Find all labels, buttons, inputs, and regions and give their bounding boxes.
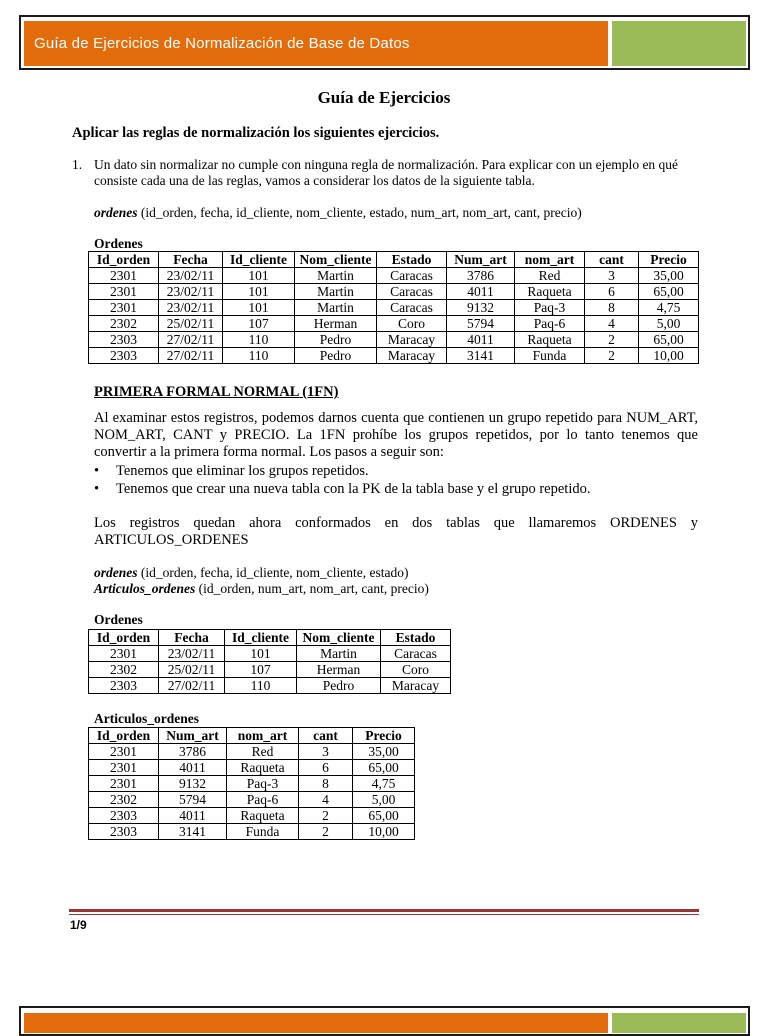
table-cell: Pedro: [295, 332, 377, 348]
column-header: Estado: [381, 630, 451, 646]
page-number: 1/9: [70, 918, 87, 932]
table-cell: Pedro: [297, 678, 381, 694]
table-cell: 3141: [159, 824, 227, 840]
list-item-text: Tenemos que crear una nueva tabla con la PK de la tabla base y el grupo repetido.: [116, 480, 591, 497]
table-cell: 3: [299, 744, 353, 760]
table-cell: Maracay: [377, 348, 447, 364]
list-item: [94, 463, 698, 481]
schema-name: Articulos_ordenes: [94, 581, 196, 596]
ordenes-unnormalized-table: [88, 251, 699, 364]
table-cell: 3: [585, 268, 639, 284]
table-cell: 9132: [447, 300, 515, 316]
table-cell: Paq-6: [227, 792, 299, 808]
column-header: Id_cliente: [223, 252, 295, 268]
table-row: [89, 316, 699, 332]
table-row: [89, 284, 699, 300]
table-cell: Martin: [295, 300, 377, 316]
table-cell: 4: [585, 316, 639, 332]
table-cell: 2303: [89, 824, 159, 840]
table-cell: Red: [515, 268, 585, 284]
table-cell: 5,00: [639, 316, 699, 332]
section-paragraph-2: Los registros quedan ahora conformados en dos tablas que llamaremos ORDENES y ARTICULOS_ORDENES: [94, 515, 698, 548]
table-cell: Funda: [227, 824, 299, 840]
header-title: Guía de Ejercicios de Normalización de Base de Datos: [24, 21, 608, 66]
table-cell: 65,00: [639, 284, 699, 300]
table-cell: Caracas: [377, 300, 447, 316]
table-cell: 2301: [89, 776, 159, 792]
steps-list: [94, 463, 698, 498]
list-item-text: Tenemos que eliminar los grupos repetidos.: [116, 463, 369, 479]
table-row: [89, 646, 451, 662]
table-cell: 2302: [89, 792, 159, 808]
table-cell: 8: [585, 300, 639, 316]
item-text: Un dato sin normalizar no cumple con ninguna regla de normalización. Para explicar con un ejemplo en qué consiste cada una de las reglas, vamos a considerar los datos de la siguiente tabla.: [94, 157, 679, 188]
table-cell: 25/02/11: [159, 316, 223, 332]
table-cell: Herman: [295, 316, 377, 332]
table-row: [89, 348, 699, 364]
table-cell: Maracay: [381, 678, 451, 694]
table-cell: Raqueta: [515, 284, 585, 300]
table-cell: Maracay: [377, 332, 447, 348]
table-cell: Caracas: [377, 284, 447, 300]
table-cell: Raqueta: [227, 808, 299, 824]
table-cell: 2: [299, 824, 353, 840]
column-header: Precio: [639, 252, 699, 268]
table-cell: 3141: [447, 348, 515, 364]
table-cell: 107: [223, 316, 295, 332]
table-cell: Herman: [297, 662, 381, 678]
table-cell: 2303: [89, 332, 159, 348]
table-cell: 27/02/11: [159, 348, 223, 364]
table-cell: 2301: [89, 646, 159, 662]
schema-ordenes: [94, 205, 582, 221]
table-cell: Funda: [515, 348, 585, 364]
bullet-glyph: •: [94, 463, 100, 479]
table-cell: 23/02/11: [159, 268, 223, 284]
table-cell: 3786: [159, 744, 227, 760]
table-cell: 23/02/11: [159, 284, 223, 300]
table-cell: 4011: [159, 760, 227, 776]
table-row: [89, 808, 415, 824]
table-cell: 23/02/11: [159, 646, 225, 662]
table-cell: 5,00: [353, 792, 415, 808]
table-cell: 10,00: [639, 348, 699, 364]
table-cell: Raqueta: [227, 760, 299, 776]
table-cell: 27/02/11: [159, 678, 225, 694]
column-header: Fecha: [159, 630, 225, 646]
table-cell: 2301: [89, 300, 159, 316]
table-cell: 2303: [89, 678, 159, 694]
column-header: nom_art: [515, 252, 585, 268]
table-cell: 2302: [89, 316, 159, 332]
footer-rule-thin: [69, 914, 699, 915]
table-cell: 5794: [447, 316, 515, 332]
bullet-glyph: •: [94, 480, 100, 497]
list-item: [94, 481, 698, 499]
table-cell: 27/02/11: [159, 332, 223, 348]
table-cell: 101: [223, 300, 295, 316]
table-row: [89, 760, 415, 776]
table-cell: 4,75: [353, 776, 415, 792]
table-cell: 9132: [159, 776, 227, 792]
table-cell: 101: [223, 268, 295, 284]
table-row: [89, 662, 451, 678]
table-cell: 4: [299, 792, 353, 808]
section-heading: PRIMERA FORMAL NORMAL (1FN): [94, 384, 339, 400]
table-cell: Paq-6: [515, 316, 585, 332]
table-cell: 65,00: [639, 332, 699, 348]
table-cell: 110: [223, 332, 295, 348]
table-cell: Martin: [295, 268, 377, 284]
table-row: [89, 792, 415, 808]
table-cell: 2301: [89, 284, 159, 300]
articulos-ordenes-table: [88, 727, 415, 840]
table-title: Articulos_ordenes: [94, 711, 199, 726]
table-cell: Red: [227, 744, 299, 760]
table-cell: 2301: [89, 760, 159, 776]
table-row: [89, 678, 451, 694]
column-header: Estado: [377, 252, 447, 268]
item-number: 1.: [72, 157, 83, 172]
column-header: Id_orden: [89, 252, 159, 268]
schema-name: ordenes: [94, 565, 138, 580]
table-cell: 2: [585, 348, 639, 364]
table-cell: 35,00: [353, 744, 415, 760]
column-header: nom_art: [227, 728, 299, 744]
footer-accent-orange: [24, 1013, 608, 1033]
table-cell: 25/02/11: [159, 662, 225, 678]
table-cell: 6: [299, 760, 353, 776]
table-cell: 110: [225, 678, 297, 694]
column-header: Num_art: [447, 252, 515, 268]
table-cell: 107: [225, 662, 297, 678]
table-cell: 110: [223, 348, 295, 364]
table-row: [89, 300, 699, 316]
column-header: Nom_cliente: [295, 252, 377, 268]
table-cell: 4011: [447, 284, 515, 300]
table-cell: 65,00: [353, 760, 415, 776]
footer-rule: [69, 909, 699, 912]
table-cell: 2: [585, 332, 639, 348]
table-cell: 2: [299, 808, 353, 824]
table-row: [89, 744, 415, 760]
table-cell: 2301: [89, 268, 159, 284]
table-cell: 3786: [447, 268, 515, 284]
table-cell: 2301: [89, 744, 159, 760]
table-header-row: [89, 630, 451, 646]
schema-fields: (id_orden, fecha, id_cliente, nom_cliente, estado, num_art, nom_art, cant, precio): [137, 205, 582, 220]
table-cell: Caracas: [381, 646, 451, 662]
table-cell: Coro: [381, 662, 451, 678]
table-header-row: [89, 728, 415, 744]
table-cell: 4011: [159, 808, 227, 824]
column-header: Id_orden: [89, 728, 159, 744]
table-cell: 23/02/11: [159, 300, 223, 316]
footer-accent-green: [612, 1013, 746, 1033]
ordenes-table: [88, 629, 451, 694]
table-cell: 101: [223, 284, 295, 300]
schema-articulos-ordenes: [94, 581, 429, 597]
table-row: [89, 824, 415, 840]
table-cell: 10,00: [353, 824, 415, 840]
table-cell: 65,00: [353, 808, 415, 824]
column-header: Id_orden: [89, 630, 159, 646]
table-cell: 4,75: [639, 300, 699, 316]
schema-fields: (id_orden, fecha, id_cliente, nom_cliente, estado): [137, 565, 409, 580]
table-cell: Paq-3: [515, 300, 585, 316]
instruction: Aplicar las reglas de normalización los siguientes ejercicios.: [72, 125, 440, 141]
header-accent-block: [612, 21, 746, 66]
table-cell: Raqueta: [515, 332, 585, 348]
column-header: cant: [299, 728, 353, 744]
table-title: Ordenes: [94, 236, 143, 251]
table-cell: 8: [299, 776, 353, 792]
table-cell: 5794: [159, 792, 227, 808]
schema-ordenes-2: [94, 565, 409, 581]
page-title: Guía de Ejercicios: [317, 88, 451, 107]
table-cell: 4011: [447, 332, 515, 348]
table-cell: 6: [585, 284, 639, 300]
table-cell: 2303: [89, 348, 159, 364]
table-cell: 2302: [89, 662, 159, 678]
column-header: Id_cliente: [225, 630, 297, 646]
section-paragraph: Al examinar estos registros, podemos darnos cuenta que contienen un grupo repetido para NUM_ART, NOM_ART, CANT y PRECIO. La 1FN prohíbe los grupos repetidos, por lo tanto tenemos que convertir a la primera forma normal. Los pasos a seguir son:: [94, 410, 698, 460]
schema-fields: (id_orden, num_art, nom_art, cant, precio): [195, 581, 429, 596]
column-header: cant: [585, 252, 639, 268]
column-header: Num_art: [159, 728, 227, 744]
column-header: Precio: [353, 728, 415, 744]
schema-name: ordenes: [94, 205, 138, 220]
table-cell: 2303: [89, 808, 159, 824]
table-header-row: [89, 252, 699, 268]
table-cell: Paq-3: [227, 776, 299, 792]
column-header: Fecha: [159, 252, 223, 268]
table-row: [89, 776, 415, 792]
table-cell: Coro: [377, 316, 447, 332]
table-row: [89, 268, 699, 284]
table-row: [89, 332, 699, 348]
column-header: Nom_cliente: [297, 630, 381, 646]
table-title: Ordenes: [94, 612, 143, 627]
table-cell: Pedro: [295, 348, 377, 364]
table-cell: 35,00: [639, 268, 699, 284]
table-cell: 101: [225, 646, 297, 662]
table-cell: Martin: [297, 646, 381, 662]
table-cell: Caracas: [377, 268, 447, 284]
table-cell: Martin: [295, 284, 377, 300]
